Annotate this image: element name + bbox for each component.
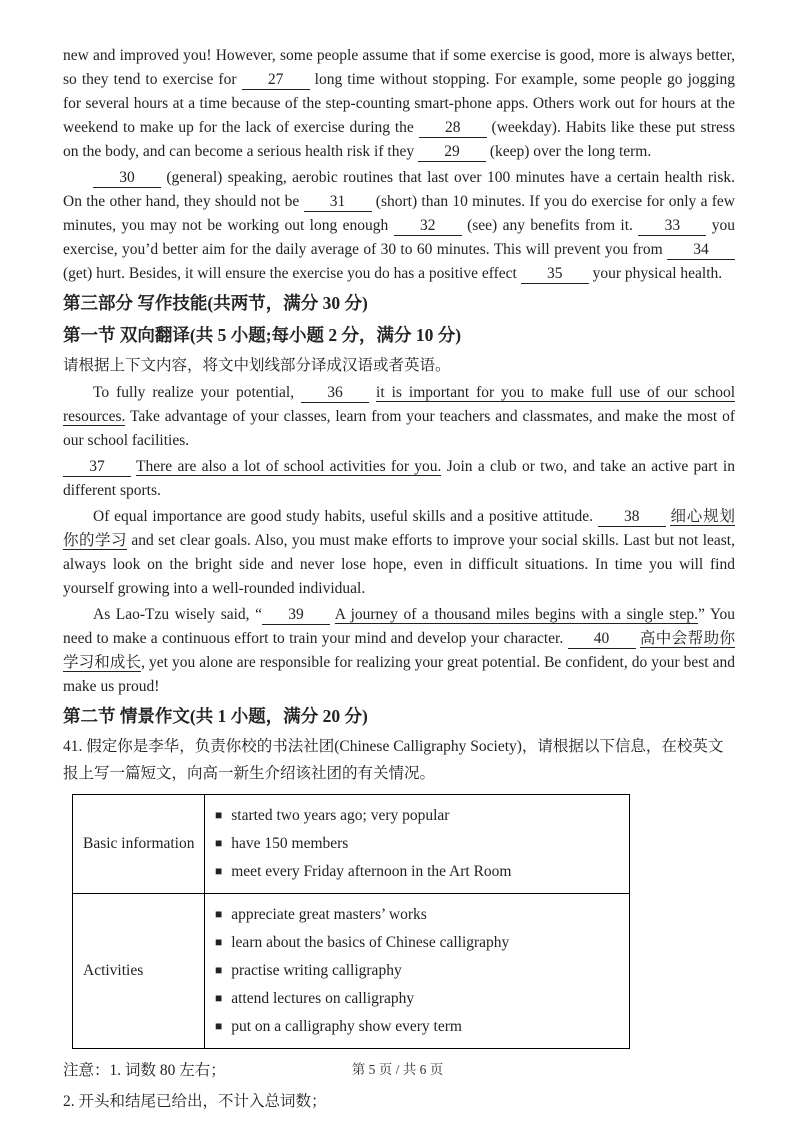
text-run <box>369 384 376 401</box>
bullet-square-icon: ■ <box>215 836 223 850</box>
bullet-square-icon: ■ <box>215 935 223 949</box>
row-items-cell <box>205 894 630 1049</box>
text-run: (short) than 10 minutes. If you do exercise for only a few minutes, you may not be working out long enough <box>63 193 735 234</box>
note-line: 2. 开头和结尾已给出，不计入总词数； <box>63 1093 327 1110</box>
underlined-text: 高中会帮助你学习和成长 <box>63 630 735 671</box>
text-run: As Lao-Tzu wisely said, “ <box>93 606 262 623</box>
bullet-item <box>215 985 621 1013</box>
text-run: , yet you alone are responsible for realizing your great potential. Be confident, do your best and make us proud! <box>63 654 735 695</box>
bullet-item-text: learn about the basics of Chinese calligraphy <box>231 934 510 951</box>
bullet-item-text: have 150 members <box>231 835 349 852</box>
bullet-square-icon: ■ <box>215 808 223 822</box>
text-run: (get) hurt. Besides, it will ensure the exercise you do has a positive effect <box>63 265 521 282</box>
text-run: Of equal importance are good study habits, useful skills and a positive attitude. <box>93 508 598 525</box>
text-run: you exercise, you’d better aim for the daily average of 30 to 60 minutes. This will prevent you from <box>63 217 736 258</box>
fill-blank-30: 30 <box>93 169 161 188</box>
translation-paragraph-38 <box>63 505 735 601</box>
bullet-item-text: attend lectures on calligraphy <box>231 990 415 1007</box>
fill-blank-38: 38 <box>598 508 666 527</box>
section-heading: 第三部分 写作技能(共两节，满分 30 分) <box>63 293 368 313</box>
text-run <box>330 606 335 623</box>
translation-paragraph-37 <box>63 455 735 503</box>
table-row <box>73 894 630 1049</box>
bullet-square-icon: ■ <box>215 864 223 878</box>
text-run: (see) any benefits from it. <box>461 217 639 234</box>
underlined-text: There are also a lot of school activities for you. <box>136 458 442 475</box>
fill-blank-34: 34 <box>667 241 735 260</box>
row-label-cell: Basic information <box>73 795 205 894</box>
text-run: 请根据上下文内容，将文中划线部分译成汉语或者英语。 <box>63 357 451 374</box>
bullet-item <box>215 957 621 985</box>
text-run: (general) speaking, aerobic routines that last over 100 minutes have a certain health risk. On the other hand, they should not be <box>63 169 735 210</box>
fill-blank-35: 35 <box>521 265 589 284</box>
fill-blank-32: 32 <box>394 217 462 236</box>
writing-task-instruction <box>63 733 735 787</box>
bullet-item-text: practise writing calligraphy <box>231 962 402 979</box>
bullet-item <box>215 1013 621 1041</box>
translation-paragraph-39-40 <box>63 603 735 699</box>
bullet-square-icon: ■ <box>215 907 223 921</box>
fill-blank-31: 31 <box>304 193 372 212</box>
text-run: ” You need to make a continuous effort to train your mind and develop your character. <box>63 606 735 647</box>
bullet-square-icon: ■ <box>215 1019 223 1033</box>
bullet-item <box>215 830 621 858</box>
text-run: (weekday). Habits like these put stress on the body, and can become a serious health risk if they <box>63 119 735 160</box>
translation-paragraph-36 <box>63 381 735 453</box>
text-run: Take advantage of your classes, learn from your teachers and classmates, and make the most of our school facilities. <box>63 408 735 449</box>
page-footer: 第 5 页 / 共 6 页 <box>351 1062 444 1077</box>
note-line: 注意：1. 词数 80 左右； <box>63 1062 226 1079</box>
bullet-item <box>215 929 621 957</box>
text-run: Join a club or two, and take an active part in different sports. <box>63 458 735 499</box>
table-row <box>73 795 630 894</box>
text-run: long time without stopping. For example, some people go jogging for several hours at a time because of the step-counting smart-phone apps. Others work out for hours at the weekend to make up for the lack of exercise during the <box>63 71 735 136</box>
fill-blank-37: 37 <box>63 458 131 477</box>
fill-blank-33: 33 <box>638 217 706 236</box>
text-run: (keep) over the long term. <box>485 143 652 160</box>
fill-blank-28: 28 <box>419 119 487 138</box>
bullet-item <box>215 858 621 886</box>
text-run: and set clear goals. Also, you must make efforts to improve your social skills. Last but not least, always look on the bright side and never lose hope, even in difficult situations. In time you will find yourself growing into a well-rounded individual. <box>63 532 735 597</box>
fill-blank-29: 29 <box>418 143 486 162</box>
bullet-item <box>215 802 621 830</box>
underlined-text: it is important for you to make full use of our school resources. <box>63 384 736 425</box>
fill-blank-36: 36 <box>301 384 369 403</box>
bullet-item-text: appreciate great masters’ works <box>231 906 427 923</box>
info-table <box>72 794 630 1049</box>
translation-instruction <box>63 352 735 379</box>
underlined-text: 细心规划你的学习 <box>63 508 735 549</box>
section-heading: 第二节 情景作文(共 1 小题，满分 20 分) <box>63 706 368 726</box>
section-heading: 第一节 双向翻译(共 5 小题;每小题 2 分，满分 10 分) <box>63 325 462 345</box>
bullet-item-text: put on a calligraphy show every term <box>231 1018 462 1035</box>
grammar-fill-paragraph-2 <box>63 166 735 286</box>
bullet-item <box>215 901 621 929</box>
fill-blank-27: 27 <box>242 71 310 90</box>
bullet-item-text: meet every Friday afternoon in the Art Room <box>231 863 512 880</box>
fill-blank-39: 39 <box>262 606 330 625</box>
bullet-square-icon: ■ <box>215 963 223 977</box>
row-items-cell <box>205 795 630 894</box>
row-label-cell: Activities <box>73 894 205 1049</box>
text-run: your physical health. <box>588 265 723 282</box>
text-run: To fully realize your potential, <box>93 384 302 401</box>
bullet-square-icon: ■ <box>215 991 223 1005</box>
text-run: new and improved you! However, some people assume that if some exercise is good, more is always better, so they tend to exercise for <box>63 47 735 88</box>
underlined-text: A journey of a thousand miles begins with a single step. <box>334 606 698 623</box>
fill-blank-40: 40 <box>568 630 636 649</box>
text-run: 41. 假定你是李华，负责你校的书法社团(Chinese Calligraphy Society)，请根据以下信息，在校英文报上写一篇短文，向高一新生介绍该社团的有关情况。 <box>63 738 724 782</box>
grammar-fill-paragraph-1 <box>63 44 735 164</box>
bullet-item-text: started two years ago; very popular <box>231 807 450 824</box>
document-flow <box>63 44 735 1117</box>
